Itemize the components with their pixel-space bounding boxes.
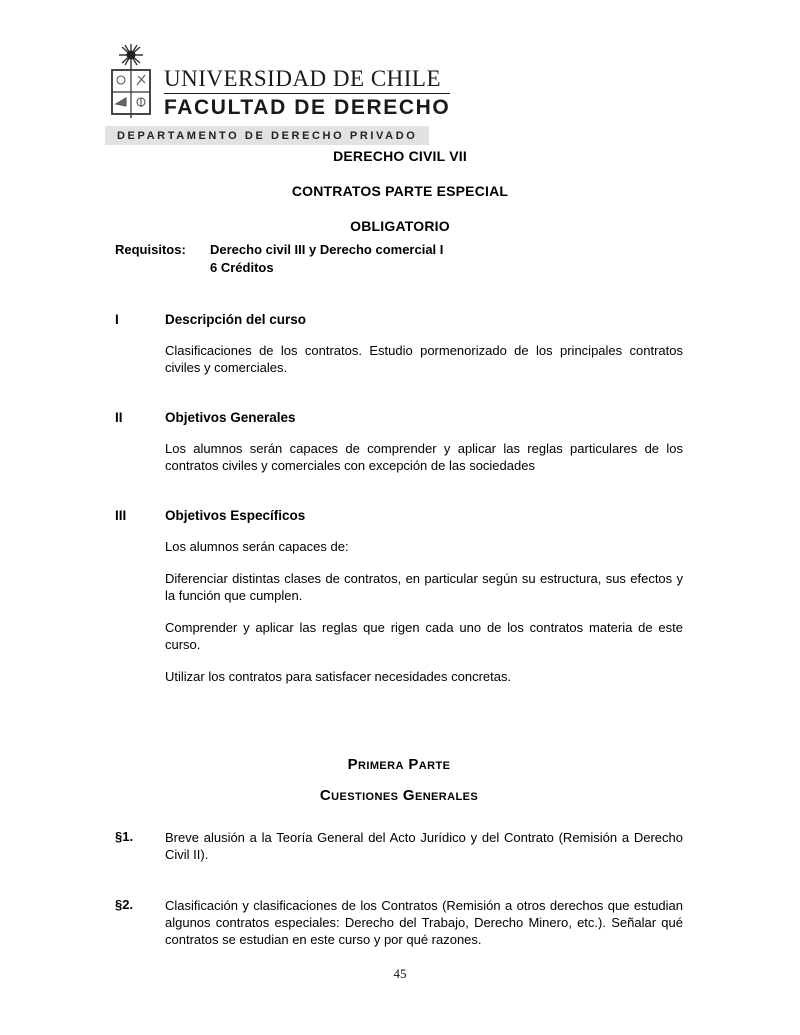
section-body bbox=[165, 538, 683, 685]
section-numeral: I bbox=[115, 312, 119, 327]
section-heading: Objetivos Generales bbox=[165, 410, 296, 425]
faculty-name: FACULTAD DE DERECHO bbox=[164, 96, 451, 119]
logo-row bbox=[105, 44, 450, 120]
section-head bbox=[115, 410, 683, 425]
item-label: §1. bbox=[115, 829, 134, 844]
section-body bbox=[165, 342, 683, 376]
item-text bbox=[165, 897, 683, 948]
part-subtitle: Cuestiones Generales bbox=[319, 787, 479, 804]
section-descripcion bbox=[115, 312, 683, 376]
section-numeral: III bbox=[115, 508, 127, 523]
page-number: 45 bbox=[393, 966, 407, 981]
requisitos-values bbox=[210, 242, 443, 278]
part-title: Primera Parte bbox=[347, 756, 451, 773]
section-objetivos-especificos bbox=[115, 508, 683, 685]
course-type: OBLIGATORIO bbox=[350, 218, 450, 234]
department-banner: DEPARTAMENTO DE DERECHO PRIVADO bbox=[105, 126, 429, 145]
university-name: UNIVERSIDAD DE CHILE bbox=[164, 66, 450, 94]
section-objetivos-generales bbox=[115, 410, 683, 474]
document-body bbox=[115, 242, 683, 948]
section-paragraph: Los alumnos serán capaces de: bbox=[165, 539, 349, 554]
requisitos-credits: 6 Créditos bbox=[210, 260, 274, 275]
section-head bbox=[115, 312, 683, 327]
section-heading: Objetivos Específicos bbox=[165, 508, 306, 523]
section-numeral: II bbox=[115, 410, 123, 425]
course-subtitle: CONTRATOS PARTE ESPECIAL bbox=[291, 183, 509, 199]
requisitos-block bbox=[115, 242, 683, 278]
part-heading bbox=[115, 757, 683, 803]
section-paragraph: Los alumnos serán capaces de comprender y aplicar las reglas particulares de los contratos civiles y comerciales con excepción de las sociedades bbox=[165, 441, 683, 473]
header-text bbox=[164, 66, 450, 120]
header bbox=[105, 44, 450, 145]
section-heading: Descripción del curso bbox=[165, 312, 307, 327]
paragraph-item-2 bbox=[115, 897, 683, 948]
section-body bbox=[165, 440, 683, 474]
section-paragraph: Diferenciar distintas clases de contratos, en particular según su estructura, sus efectos y la función que cumplen. bbox=[165, 571, 683, 603]
item-paragraph: Clasificación y clasificaciones de los Contratos (Remisión a otros derechos que estudian algunos contratos especiales: Derecho del Trabajo, Derecho Minero, etc.). Señalar qué contratos se estudian en este curso y por qué razones. bbox=[165, 898, 683, 947]
section-head bbox=[115, 508, 683, 523]
section-paragraph: Clasificaciones de los contratos. Estudio pormenorizado de los principales contratos civiles y comerciales. bbox=[165, 343, 683, 375]
item-label: §2. bbox=[115, 897, 134, 912]
section-paragraph: Comprender y aplicar las reglas que rigen cada uno de los contratos materia de este curso. bbox=[165, 620, 683, 652]
university-crest-icon bbox=[105, 44, 157, 120]
requisitos-label: Requisitos: bbox=[115, 242, 186, 257]
course-title: DERECHO CIVIL VII bbox=[333, 148, 467, 164]
footer bbox=[0, 966, 800, 982]
requisitos-value: Derecho civil III y Derecho comercial I bbox=[210, 242, 444, 257]
paragraph-item-1 bbox=[115, 829, 683, 863]
course-titles bbox=[0, 148, 800, 253]
item-text bbox=[165, 829, 683, 863]
section-paragraph: Utilizar los contratos para satisfacer necesidades concretas. bbox=[165, 669, 512, 684]
item-paragraph: Breve alusión a la Teoría General del Acto Jurídico y del Contrato (Remisión a Derecho Civil II). bbox=[165, 830, 683, 862]
